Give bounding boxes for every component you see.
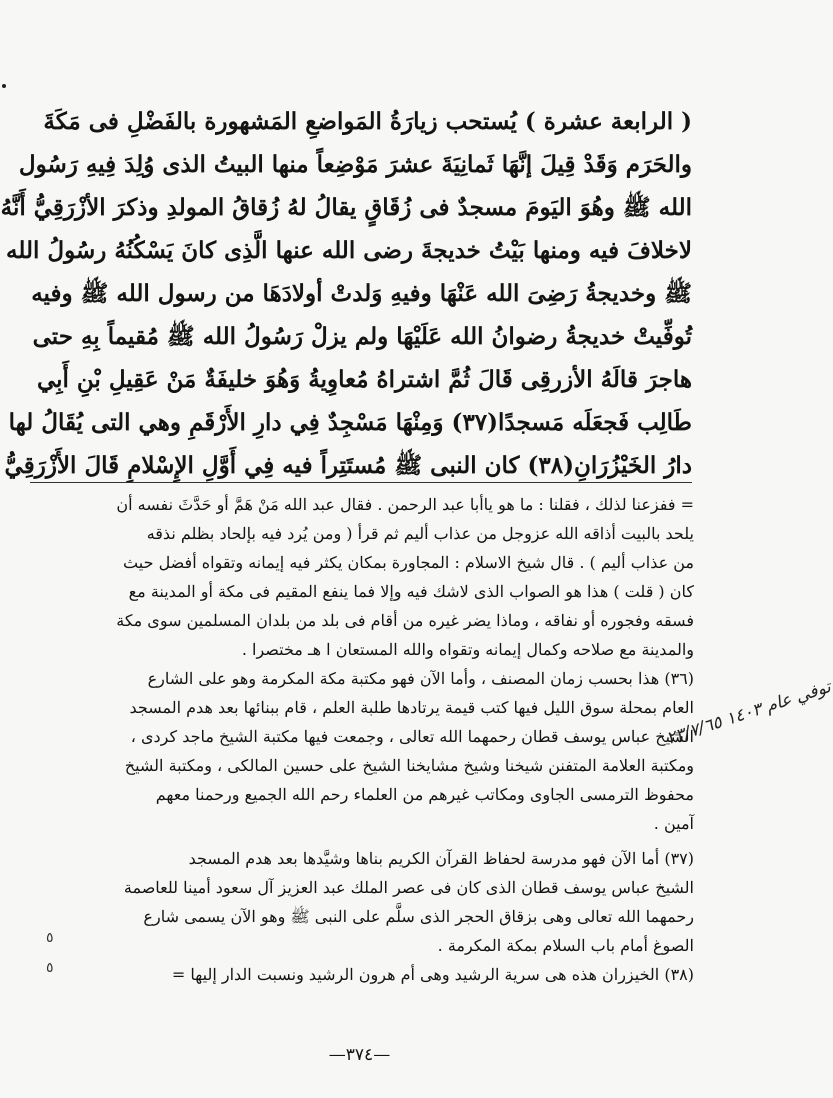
footnote-37-line: الشيخ عباس يوسف قطان الذى كان فى عصر الملك عبد العزيز آل سعود أمينا للعاصمة (123, 878, 694, 897)
footnote-36-line: الشيخ عباس يوسف قطان رحمهما الله تعالى ، وجمعت فيها مكتبة الشيخ ماجد كردى ، (130, 727, 694, 746)
footnote-line: من عذاب أليم ) . قال شيخ الاسلام : المجاورة بمكان يكثر فيه إيمانه وتقواه أفضل حيث (123, 553, 694, 572)
footnote-line: والمدينة مع صلاحه وكمال إيمانه وتقواه والله المستعان ا هـ مختصرا . (241, 640, 694, 659)
main-text-line: والحَرَم وَقَدْ قِيلَ إنَّهَا ثَمانِيَةَ عشرَ مَوْضِعاً منها البيتُ الذى وُلِدَ فِيهِ رَسُول (18, 151, 692, 178)
main-text-line: دارُ الخَيْزُرَانِ(٣٨) كان النبى ﷺ مُستَتِراً فيه فِي أَوَّلِ الإِسْلامِ قَالَ الأَزْرَقِيُّ (4, 452, 692, 479)
footnotes-block (30, 490, 694, 989)
footnote-37-line: رحمهما الله تعالى وهى بزقاق الحجر الذى سلَّم على النبى ﷺ وهو الآن يسمى شارع (143, 907, 694, 926)
footnote-37-line: (٣٧) أما الآن فهو مدرسة لحفاظ القرآن الكريم بناها وشيَّدها بعد هدم المسجد (188, 849, 694, 868)
main-text-block (0, 100, 692, 487)
footnote-36-line: آمين . (653, 814, 694, 833)
main-text-line: ( الرابعة عشرة ) يُستحب زيارَةُ المَواضعِ المَشهورة بالفَضْلِ فى مَكَةَ (43, 108, 692, 135)
footnote-line: يلحد بالبيت أذاقه الله عزوجل من عذاب أليم ثم قرأ ( ومن يُرد فيه بإلحاد بظلم نذقه (146, 524, 694, 543)
footnote-36-line: ومكتبة العلامة المتفنن شيخنا وشيخ مشايخنا الشيخ على حسين المالكى ، ومكتبة الشيخ (124, 756, 694, 775)
main-text-line: تُوفِّيتْ خديجةُ رضوانُ الله عَلَيْهَا ولم يزلْ رَسُولُ الله ﷺ مُقيماً بِهِ حتى (32, 323, 692, 350)
footnote-36-line: العام بمحلة سوق الليل فيها كتب قيمة يرتادها طلبة العلم ، قام ببنائها بعد هدم المسجد (129, 698, 694, 717)
footnote-line: كان ( قلت ) هذا هو الصواب الذى لاشك فيه وإلا فما ينفع المقيم فى مكة أو المدينة مع (128, 582, 694, 601)
footnote-37-line: الصوغ أمام باب السلام بمكة المكرمة . (437, 936, 694, 955)
footnote-divider (30, 482, 692, 483)
handwritten-annotation: توفي عام ١٤٠٣ ٢٣/٧/٦٥ (664, 676, 833, 750)
ink-dot (2, 84, 6, 88)
page-number: —٣٧٤— (328, 1045, 391, 1065)
main-text-line: ﷺ وخديجةُ رَضِىَ الله عَنْهَا وفيهِ وَلدتْ أولادَهَا من رسول الله ﷺ وفيه (31, 280, 692, 307)
footnote-38-line: (٣٨) الخيزران هذه هى سرية الرشيد وهى أم هرون الرشيد ونسبت الدار إليها = (171, 965, 694, 984)
footnote-line: = ففزعنا لذلك ، فقلنا : ما هو ياأبا عبد الرحمن . فقال عبد الله مَنْ هَمَّ أو حَدَّثَ نفسه أن (116, 495, 694, 514)
footnote-36-line: محفوظ الترمسى الجاوى ومكاتب غيرهم من العلماء رحم الله الجميع ورحمنا معهم (155, 785, 694, 804)
margin-mark: ٥ (46, 960, 54, 976)
main-text-line: الله ﷺ وهُوَ اليَومَ مسجدٌ فى زُقَاقٍ يقالُ لهُ زُقاقُ المولدِ وذكرَ الأزْرَقِيُّ أَنَّهُ (0, 194, 692, 221)
main-text-line: طَالِب فَجعَلَه مَسجدًا(٣٧) وَمِنْهَا مَسْجِدٌ فِي دارِ الأَرْقَمِ وهي التى يُقَالُ لها (8, 409, 692, 436)
footnote-line: فسقه وفجوره أو نفاقه ، وماذا يضر غيره من أقام فى بلد من بلدان المسلمين سوى مكة (116, 611, 694, 630)
main-text-line: هاجرَ قالَهُ الأزرقِى قَالَ ثُمَّ اشتراهُ مُعاوِيةُ وَهُوَ خليفَةٌ مَنْ عَقِيلِ بْنِ أَبِي (36, 366, 692, 393)
main-text-line: لاخلافَ فيه ومنها بَيْتُ خديجةَ رضى الله عنها الَّذِى كانَ يَسْكُنُهُ رسُولُ الله (6, 237, 692, 264)
footnote-36-line: (٣٦) هذا بحسب زمان المصنف ، وأما الآن فهو مكتبة مكة المكرمة وهو على الشارع (147, 669, 694, 688)
margin-mark: ٥ (46, 930, 54, 946)
